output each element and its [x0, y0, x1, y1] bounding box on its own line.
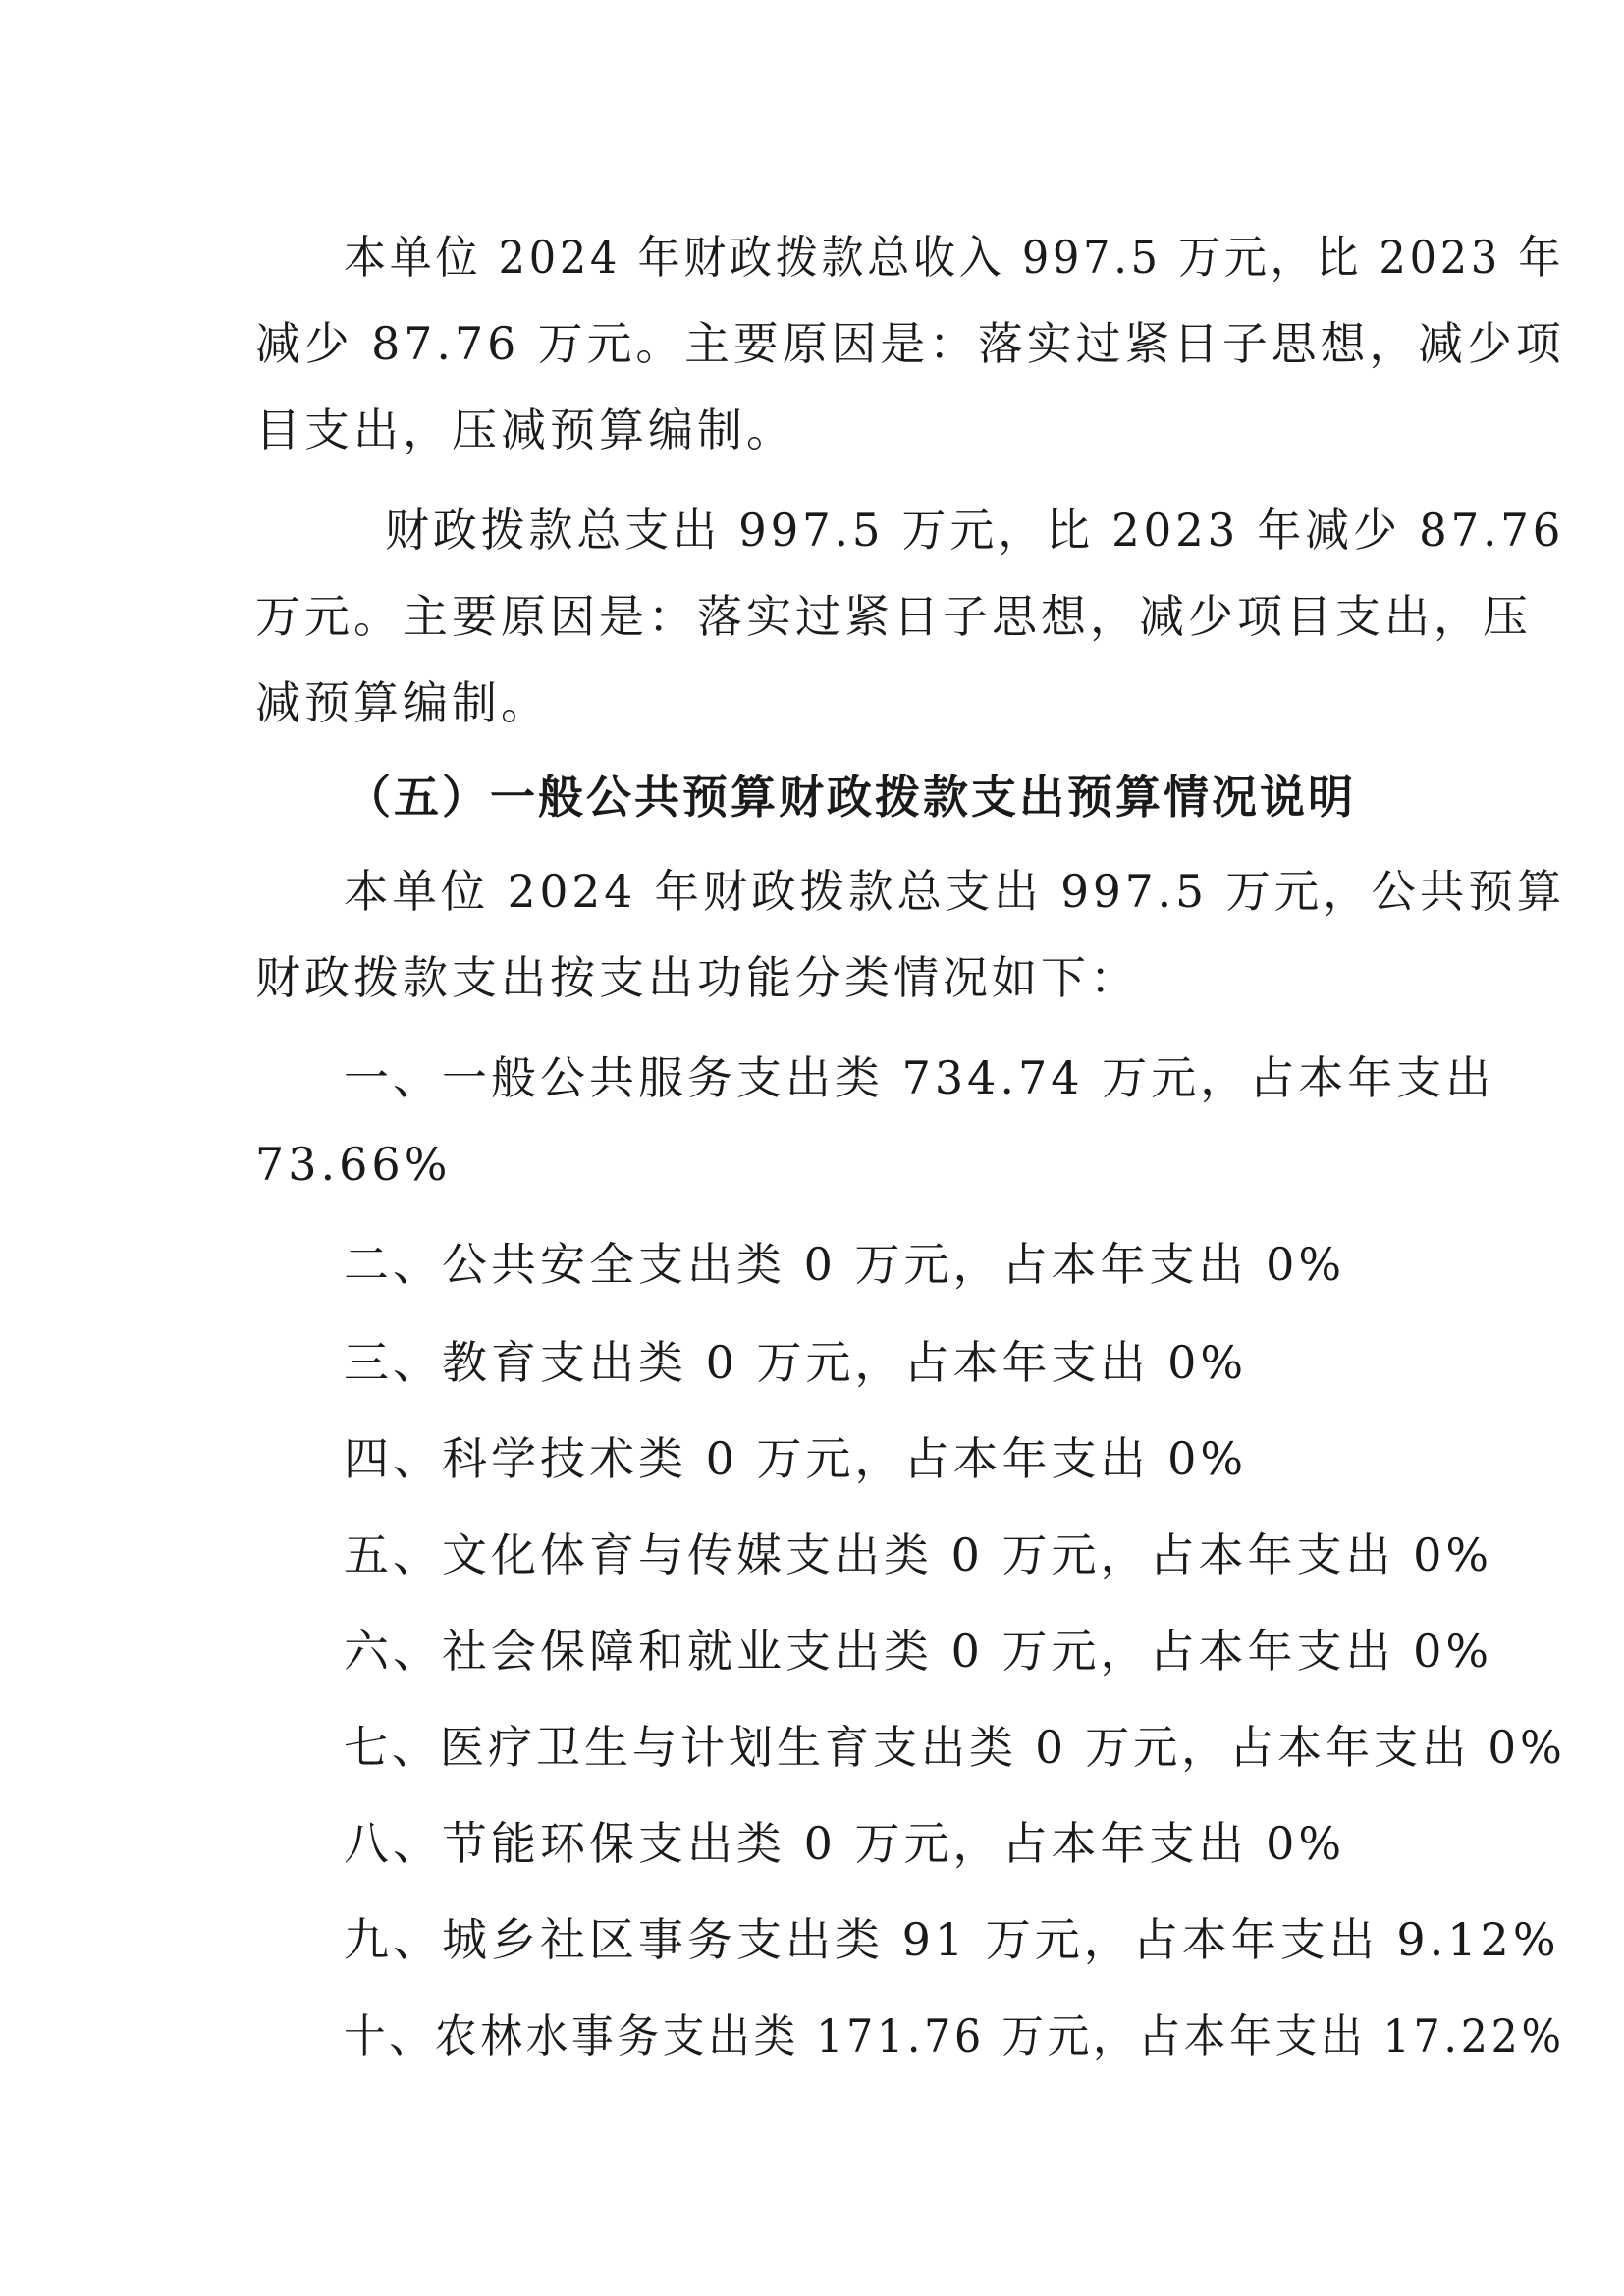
paragraph-line: 财政拨款支出按支出功能分类情况如下： — [255, 951, 1139, 1004]
list-item: 四、科学技术类 0 万元，占本年支出 0% — [344, 1432, 1248, 1485]
list-item: 十、农林水事务支出类 171.76 万元，占本年支出 17.22% — [344, 2009, 1565, 2062]
list-item: 九、城乡社区事务支出类 91 万元，占本年支出 9.12% — [344, 1913, 1560, 1966]
section-heading: （五）一般公共预算财政拨款支出预算情况说明 — [346, 771, 1356, 824]
paragraph-line: 减预算编制。 — [255, 676, 550, 729]
paragraph-line: 万元。主要原因是：落实过紧日子思想，减少项目支出，压 — [255, 590, 1532, 643]
paragraph-line: 目支出，压减预算编制。 — [255, 403, 795, 456]
paragraph-line: 减少 87.76 万元。主要原因是：落实过紧日子思想，减少项 — [255, 317, 1565, 370]
list-item: 八、节能环保支出类 0 万元，占本年支出 0% — [344, 1817, 1346, 1870]
list-item: 五、文化体育与传媒支出类 0 万元，占本年支出 0% — [344, 1528, 1493, 1581]
list-item: 二、公共安全支出类 0 万元，占本年支出 0% — [344, 1238, 1346, 1291]
paragraph-line: 本单位 2024 年财政拨款总收入 997.5 万元，比 2023 年 — [344, 231, 1565, 284]
list-item: 三、教育支出类 0 万元，占本年支出 0% — [344, 1336, 1248, 1389]
paragraph-line: 本单位 2024 年财政拨款总支出 997.5 万元，公共预算 — [344, 865, 1566, 918]
list-item-continuation: 73.66% — [255, 1138, 452, 1191]
list-item: 一、一般公共服务支出类 734.74 万元，占本年支出 — [344, 1051, 1495, 1104]
list-item: 六、社会保障和就业支出类 0 万元，占本年支出 0% — [344, 1625, 1493, 1678]
list-item: 七、医疗卫生与计划生育支出类 0 万元，占本年支出 0% — [344, 1721, 1566, 1774]
paragraph-line: 财政拨款总支出 997.5 万元，比 2023 年减少 87.76 — [385, 504, 1565, 557]
